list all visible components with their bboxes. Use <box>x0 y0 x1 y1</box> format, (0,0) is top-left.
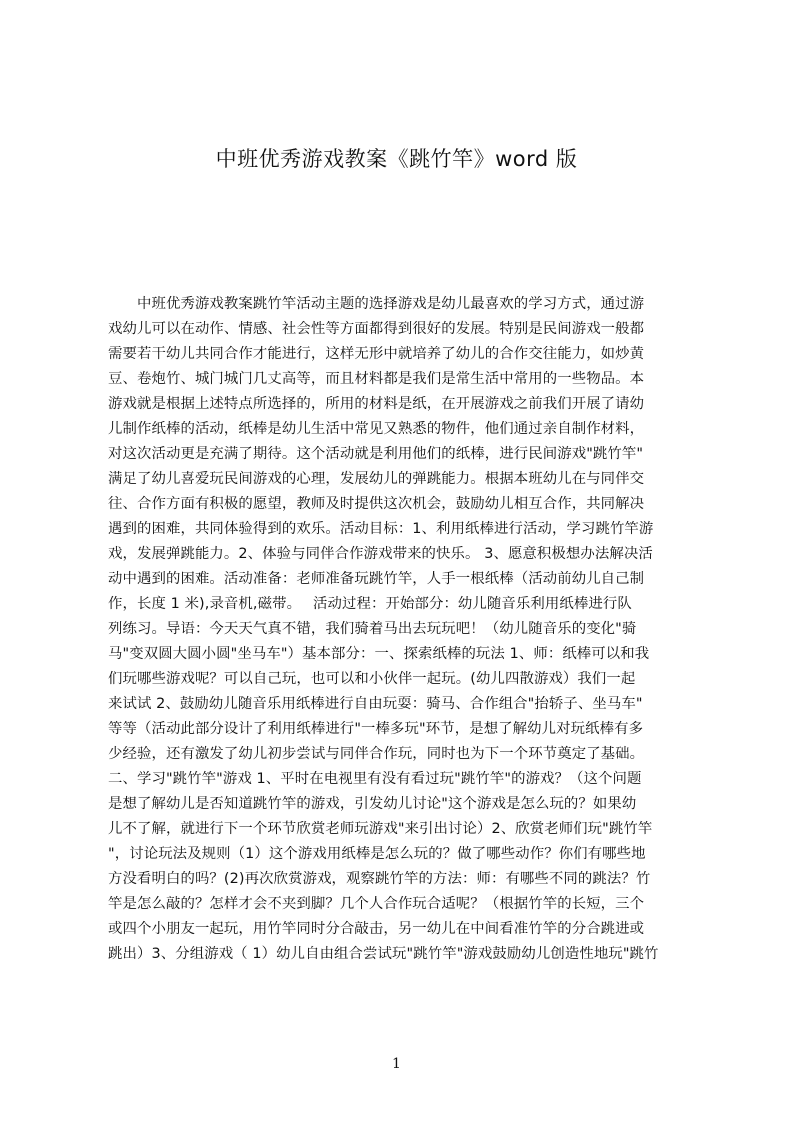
body-line: 等等（活动此部分设计了利用纸棒进行"一棒多玩"环节，是想了解幼儿对玩纸棒有多 <box>108 721 644 737</box>
body-line: 马"变双圆大圆小圆"坐马车"）基本部分：一、探索纸棒的玩法 1、师：纸棒可以和我 <box>108 646 650 662</box>
body-line: 对这次活动更是充满了期待。这个活动就是利用他们的纸棒，进行民间游戏"跳竹竿" <box>108 446 644 462</box>
body-line: 游戏就是根据上述特点所选择的，所用的材料是纸，在开展游戏之前我们开展了请幼 <box>108 396 645 412</box>
body-line: 们玩哪些游戏呢？可以自己玩，也可以和小伙伴一起玩。(幼儿四散游戏）我们一起 <box>108 671 636 687</box>
document-body <box>108 292 698 1012</box>
body-line: 中班优秀游戏教案跳竹竿活动主题的选择游戏是幼儿最喜欢的学习方式，通过游 <box>108 296 645 312</box>
body-line: 或四个小朋友一起玩，用竹竿同时分合敲击，另一幼儿在中间看准竹竿的分合跳进或 <box>108 921 645 937</box>
body-line: 少经验，还有激发了幼儿初步尝试与同伴合作玩，同时也为下一个环节奠定了基础。 <box>108 746 645 762</box>
document-title: 中班优秀游戏教案《跳竹竿》word 版 <box>215 147 578 171</box>
body-line: 遇到的困难，共同体验得到的欢乐。活动目标：1、利用纸棒进行活动，学习跳竹竿游 <box>108 521 654 537</box>
body-line: 满足了幼儿喜爱玩民间游戏的心理，发展幼儿的弹跳能力。根据本班幼儿在与同伴交 <box>108 471 645 487</box>
body-line: 二、学习"跳竹竿"游戏 1、平时在电视里有没有看过玩"跳竹竿"的游戏？（这个问题 <box>108 771 642 787</box>
body-line: 儿不了解，就进行下一个环节欣赏老师玩游戏"来引出讨论）2、欣赏老师们玩"跳竹竿 <box>108 821 653 837</box>
body-line: 动中遇到的困难。活动准备：老师准备玩跳竹竿，人手一根纸棒（活动前幼儿自己制 <box>108 571 645 587</box>
body-line: 戏，发展弹跳能力。2、体验与同伴合作游戏带来的快乐。 3、愿意积极想办法解决活 <box>108 546 653 562</box>
body-line: 列练习。导语：今天天气真不错，我们骑着马出去玩玩吧！（幼儿随音乐的变化"骑 <box>108 621 637 637</box>
body-line: 儿制作纸棒的活动，纸棒是幼儿生活中常见又熟悉的物件，他们通过亲自制作材料， <box>108 421 645 437</box>
body-line: 方没看明白的吗？(2)再次欣赏游戏，观察跳竹竿的方法：师：有哪些不同的跳法？竹 <box>108 871 651 887</box>
body-line: 戏幼儿可以在动作、情感、社会性等方面都得到很好的发展。特别是民间游戏一般都 <box>108 321 645 337</box>
page-number: 1 <box>392 1056 401 1072</box>
body-line: 来试试 2、鼓励幼儿随音乐用纸棒进行自由玩耍：骑马、合作组合"抬轿子、坐马车" <box>108 696 643 712</box>
body-line: 往、合作方面有积极的愿望，教师及时提供这次机会，鼓励幼儿相互合作，共同解决 <box>108 496 645 512</box>
body-line: 竿是怎么敲的？怎样才会不夹到脚？几个人合作玩合适呢？（根据竹竿的长短，三个 <box>108 896 645 912</box>
body-line: 跳出）3、分组游戏（ 1）幼儿自由组合尝试玩"跳竹竿"游戏鼓励幼儿创造性地玩"跳竹 <box>108 946 659 962</box>
body-line: 作，长度 1 米),录音机,磁带。 活动过程：开始部分：幼儿随音乐利用纸棒进行队 <box>108 596 632 612</box>
body-line: "，讨论玩法及规则（1）这个游戏用纸棒是怎么玩的？做了哪些动作？你们有哪些地 <box>108 846 646 862</box>
body-line: 豆、卷炮竹、城门城门几丈高等，而且材料都是我们是常生活中常用的一些物品。本 <box>108 371 645 387</box>
body-line: 需要若干幼儿共同合作才能进行，这样无形中就培养了幼儿的合作交往能力，如炒黄 <box>108 346 645 362</box>
body-line: 是想了解幼儿是否知道跳竹竿的游戏，引发幼儿讨论"这个游戏是怎么玩的？如果幼 <box>108 796 637 812</box>
